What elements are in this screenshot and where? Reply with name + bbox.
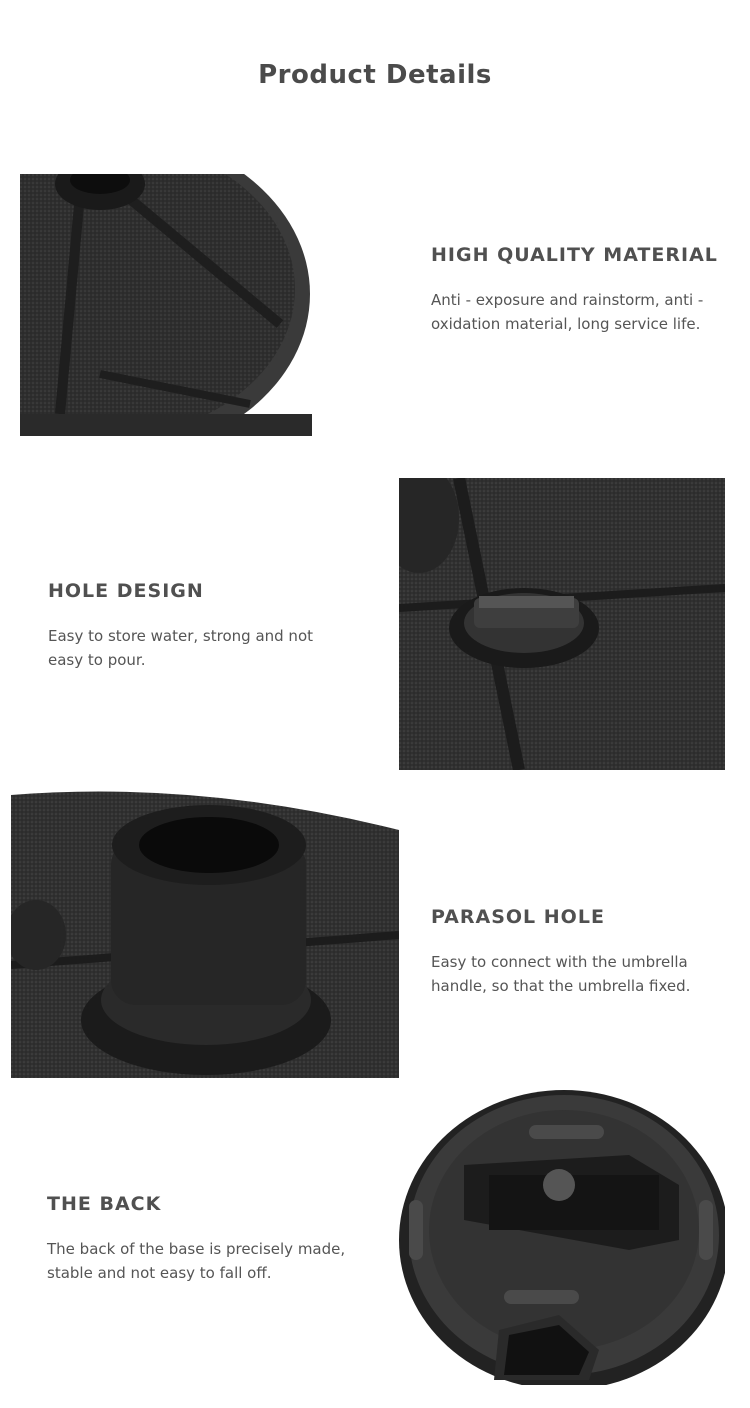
section-description: Easy to connect with the umbrella handle, so that the umbrella fixed.: [431, 953, 691, 995]
section-heading: THE BACK: [47, 1193, 162, 1215]
material-texture-photo: [20, 174, 312, 436]
section-description: Easy to store water, strong and not easy to pour.: [48, 627, 313, 669]
section-heading: HIGH QUALITY MATERIAL: [431, 244, 718, 266]
section-heading: PARASOL HOLE: [431, 906, 605, 928]
section-description: The back of the base is precisely made, stable and not easy to fall off.: [47, 1240, 346, 1282]
section-description: Anti - exposure and rainstorm, anti - oxidation material, long service life.: [431, 291, 704, 333]
base-back-photo: [399, 1090, 725, 1385]
page-title: Product Details: [258, 60, 492, 90]
section-heading: HOLE DESIGN: [48, 580, 204, 602]
hole-design-photo: [399, 478, 725, 770]
parasol-hole-photo: [11, 785, 399, 1078]
